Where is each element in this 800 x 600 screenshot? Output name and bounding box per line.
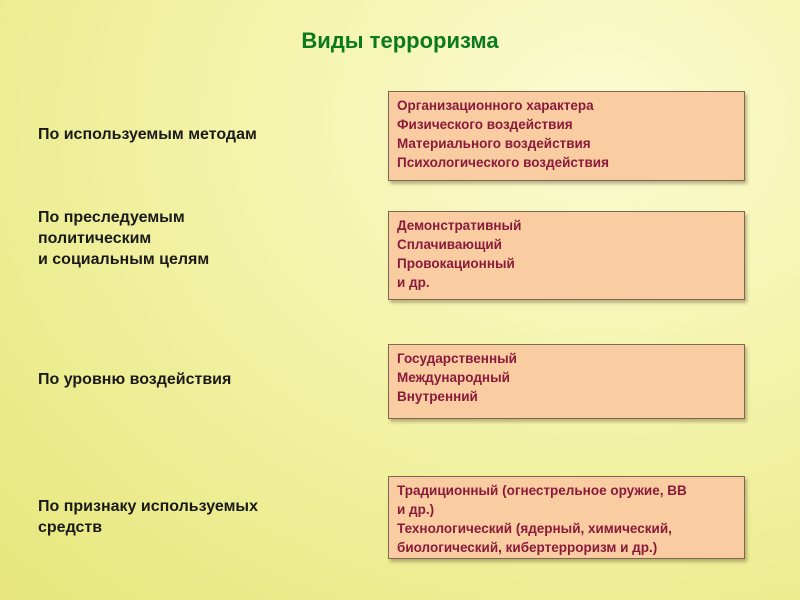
category-label-level [38,369,231,390]
list-item: Технологический (ядерный, химический, [397,521,672,536]
label-line: По уровню воздействия [38,371,232,388]
label-line: средств [38,519,103,536]
types-box-methods [388,91,745,181]
types-box-goals [388,211,745,300]
category-label-methods [38,124,257,145]
list-item: Психологического воздействия [397,155,609,170]
label-line: По признаку используемых [38,498,258,515]
label-line: По преследуемым [38,209,185,226]
list-item: и др.) [397,502,435,517]
types-box-level [388,344,745,419]
label-line: и социальным целям [38,251,210,268]
category-label-means [38,496,258,538]
label-line: политическим [38,230,152,247]
list-item: Демонстративный [397,218,522,233]
list-item: Внутренний [397,389,478,404]
list-item: Международный [397,370,510,385]
list-item: Традиционный (огнестрельное оружие, ВВ [397,483,687,498]
list-item: Материального воздействия [397,136,591,151]
label-line: По используемым методам [38,126,257,143]
list-item: биологический, кибертерроризм и др.) [397,540,658,555]
list-item: Организационного характера [397,98,594,113]
list-item: Физического воздействия [397,117,573,132]
list-item: Провокационный [397,256,515,271]
page-title: Виды терроризма [301,28,499,53]
list-item: Сплачивающий [397,237,502,252]
list-item: и др. [397,275,430,290]
types-box-means [388,476,745,559]
category-label-goals [38,207,209,270]
list-item: Государственный [397,351,517,366]
